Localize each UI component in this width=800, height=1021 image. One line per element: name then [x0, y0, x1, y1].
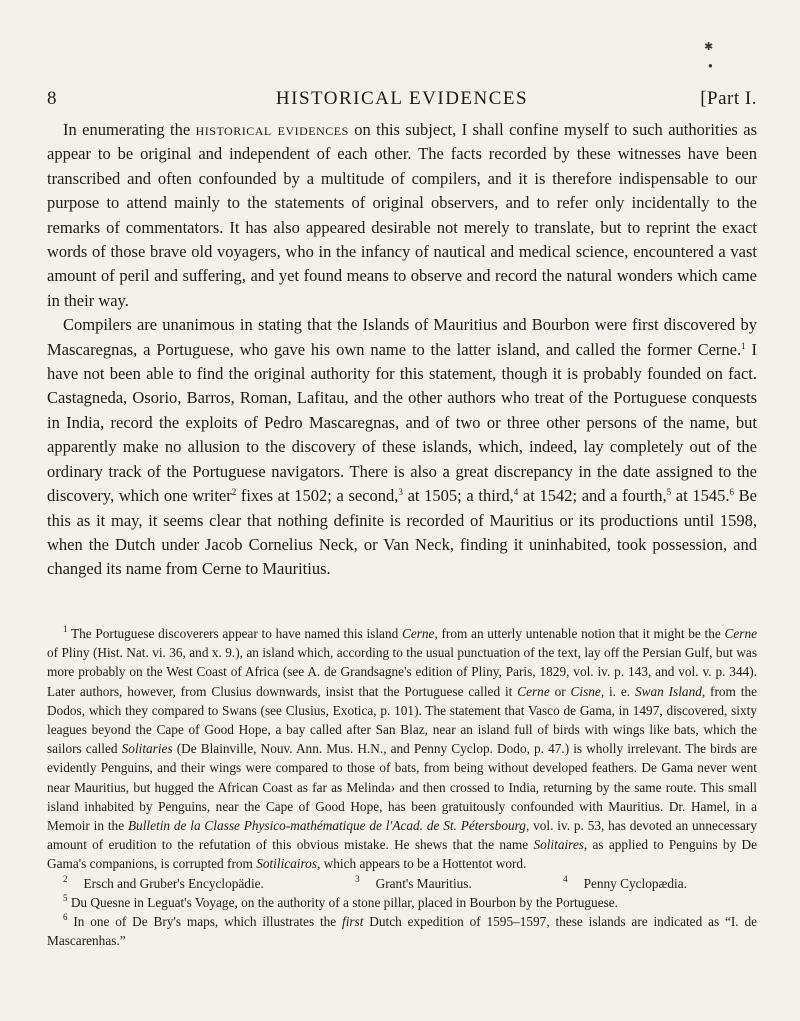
main-text [47, 118, 757, 582]
page-number: 8 [47, 88, 57, 109]
footnote-ref: 4 [513, 487, 519, 498]
footnotes [47, 624, 757, 950]
paragraph-discovery: Compilers are unanimous in stating that the Islands of Mauritius and Bourbon were first discovered by Mascaregnas, a Portuguese, who gave his own name to the latter island, and called the former Cerne.$^1$ I have not been able to find the original authority for this statement, though it is probably founded on fact. Castagneda, Osorio, Barros, Roman, Lafitau, and the other authors who treat of the Portuguese conquests in India, record the exploits of Pedro Mascaregnas, and of two or three other persons of the name, but apparently make no allusion to the discovery of these islands, which, indeed, lay completely out of the ordinary track of the Portuguese navigators. There is also a great discrepancy in the date assigned to the discovery, which one writer$^2$ fixes at 1502; a second,$^3$ at 1505; a third,$^4$ at 1542; and a fourth,$^5$ at 1545.$^6$ Be this as it may, it seems clear that nothing definite is recorded of Mauritius or its productions until 1598, when the Dutch under Jacob Cornelius Neck, or Van Neck, finding it uninhabited, took possession, and changed its name from Cerne to Mauritius. [47, 315, 757, 579]
footnote-5: $^5$ Du Quesne in Leguat's Voyage, on the authority of a stone pillar, placed in Bourbon by the Portuguese. [63, 892, 618, 910]
footnote-6: $^6$ In one of De Bry's maps, which illustrates the first Dutch expedition of 1595–1597, these islands are indicated as “I. de Mascarenhas.” [47, 912, 757, 949]
footnotes-2-4 [47, 874, 757, 893]
small-caps-phrase: historical evidences [195, 120, 349, 139]
footnote-ref: 1 [741, 340, 746, 351]
ink-speck: ● [708, 61, 713, 70]
footnote-ref: 3 [398, 487, 403, 498]
footnote-4: $^4$Penny Cyclopædia. [563, 873, 687, 891]
footnote-ref: 5 [666, 487, 672, 498]
ink-speck: ✱ [704, 41, 714, 53]
footnote-3: $^3$Grant's Mauritius. [355, 873, 472, 891]
part-label: [Part I. [700, 88, 757, 109]
running-header [47, 88, 757, 112]
footnote-ref: 2 [231, 487, 237, 498]
paragraph-intro: In enumerating the historical evidences on this subject, I shall confine myself to such authorities as appear to be original and independent of each other. The facts recorded by these witnesses have been transcribed and often confounded by a multitude of compilers, and it is therefore indispensable to our purpose to attend mainly to the statements of original observers, and to refer only incidentally to the remarks of commentators. It has also appeared desirable not merely to translate, but to reprint the exact words of those brave old voyagers, who in the infancy of nautical and medical science, encountered a vast amount of peril and suffering, and yet found means to observe and record the natural wonders which came in their way. [47, 120, 758, 310]
running-title: HISTORICAL EVIDENCES [275, 88, 529, 109]
footnote-2: $^2$Ersch and Gruber's Encyclopädie. [63, 873, 264, 891]
footnote-1: $^1$ The Portuguese discoverers appear to have named this island Cerne, from an utterly untenable notion that it might be the Cerne of Pliny (Hist. Nat. vi. 36, and x. 9.), an island which, according to the usual punctuation of the text, lay off the Persian Gulf, but was more probably on the West Coast of Africa (see A. de Grandsagne's edition of Pliny, Paris, 1829, vol. iv. p. 143, and vol. v. p. 344). Later authors, however, from Clusius downwards, insist that the Portuguese called it Cerne or Cisne, i. e. Swan Island, from the Dodos, which they compared to Swans (see Clusius, Exotica, p. 101). The statement that Vasco de Gama, in 1497, discovered, sixty leagues beyond the Cape of Good Hope, a bay called after San Blaz, near an island full of birds with wings like bats, which the sailors called Solitaries (De Blainville, Nouv. Ann. Mus. H.N., and Penny Cyclop. Dodo, p. 47.) is wholly irrelevant. The birds are evidently Penguins, and their wings were compared to those of bats, from being without developed feathers. De Gama never went near Mauritius, but hugged the African Coast as far as Melinda› and then crossed to India, returning by the same route. This small island inhabited by Penguins, near the Cape of Good Hope, has been gratuitously confounded with Mauritius. Dr. Hamel, in a Memoir in the Bulletin de la Classe Physico-mathématique de l'Acad. de St. Pétersbourg, vol. iv. p. 53, has devoted an unnecessary amount of erudition to the refutation of this obvious mistake. He shews that the name Solitaires, as applied to Penguins by De Gama's companions, is corrupted from Sotilicairos, which appears to be a Hottentot word. [47, 624, 758, 872]
footnote-ref: 6 [729, 487, 734, 498]
